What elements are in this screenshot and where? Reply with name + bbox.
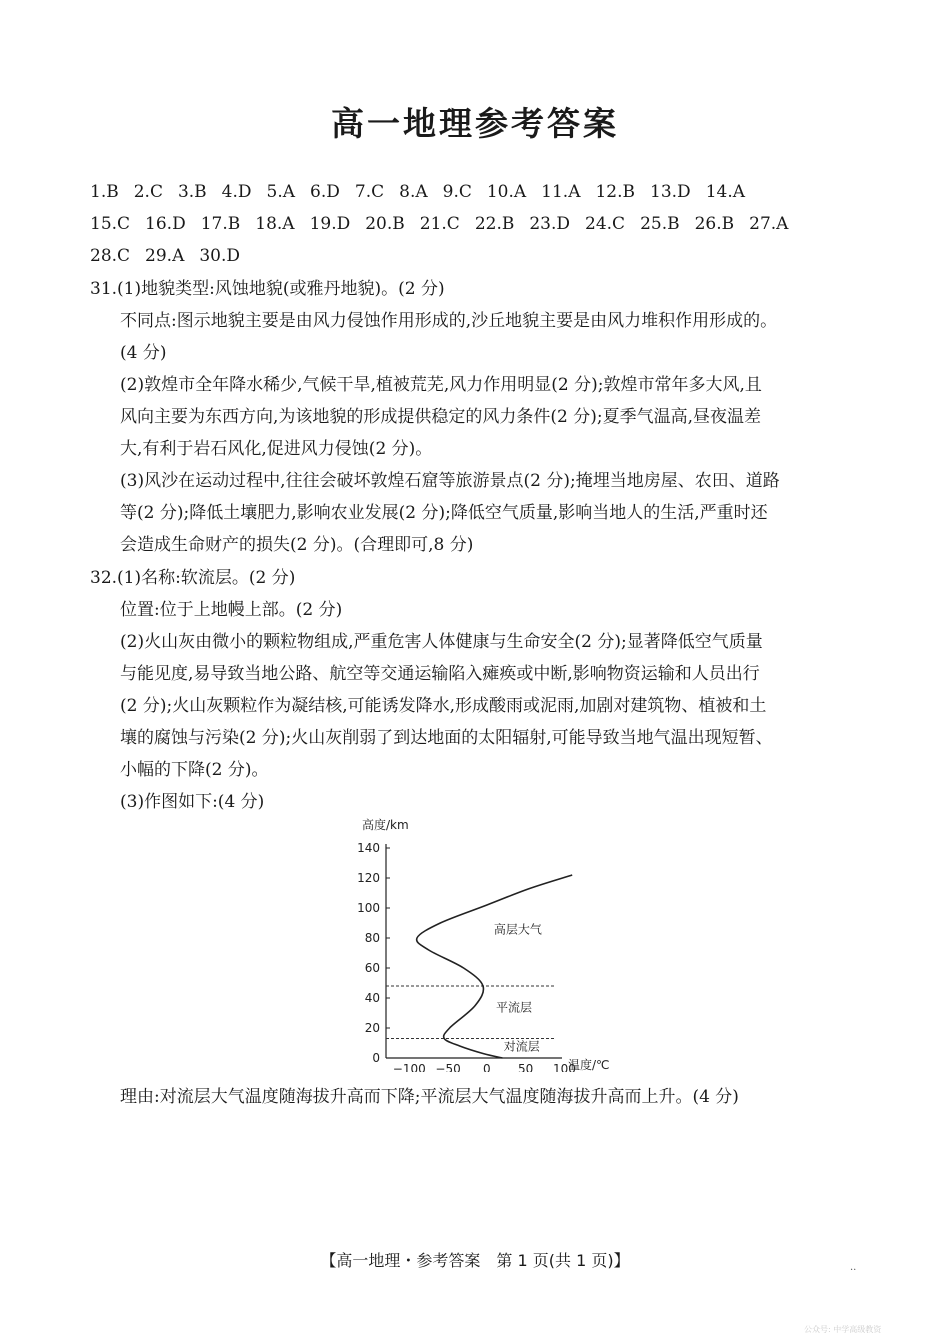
page-title: 高一地理参考答案 [331, 104, 619, 143]
chart-x-tick-label: −100 [392, 1062, 426, 1072]
temperature-curve [417, 875, 573, 1058]
mc-answer: 1.B [90, 182, 119, 202]
mc-answer: 2.C [133, 182, 163, 202]
mc-answers-row-3 [90, 245, 255, 267]
page-footer: 【高一地理・参考答案 第 1 页(共 1 页)】 [320, 1251, 630, 1270]
q32-part2-line5: 小幅的下降(2 分)。 [120, 760, 269, 780]
q31-part2-line3: 大,有利于岩石风化,促进风力侵蚀(2 分)。 [120, 439, 433, 459]
mc-answer: 14.A [705, 182, 745, 202]
chart-y-tick-label: 120 [357, 871, 380, 885]
q32-position: 位置:位于上地幔上部。(2 分) [120, 600, 343, 620]
chart-y-tick-label: 140 [357, 841, 380, 855]
footer-mark: .. [850, 1262, 857, 1273]
q32-part2-line3: (2 分);火山灰颗粒作为凝结核,可能诱发降水,形成酸雨或泥雨,加剧对建筑物、植被和土 [120, 696, 767, 716]
chart-y-tick-label: 20 [364, 1021, 380, 1035]
mc-answer: 20.B [365, 214, 405, 234]
chart-y-tick-label: 0 [372, 1051, 380, 1065]
mc-answers-row-1 [90, 181, 760, 203]
chart-x-tick-label: −50 [435, 1062, 461, 1072]
mc-answer: 11.A [541, 182, 581, 202]
mc-answer: 28.C [90, 246, 131, 266]
q32-part3-intro: (3)作图如下:(4 分) [120, 792, 265, 812]
mc-answer: 27.A [749, 214, 789, 234]
chart-y-tick-label: 80 [364, 931, 380, 945]
q31-part2-line1: (2)敦煌市全年降水稀少,气候干旱,植被荒芜,风力作用明显(2 分);敦煌市常年多大风,且 [120, 375, 762, 395]
q32-part2-line1: (2)火山灰由微小的颗粒物组成,严重危害人体健康与生命安全(2 分);显著降低空气质量 [120, 632, 763, 652]
chart-y-tick-label: 40 [364, 991, 380, 1005]
mc-answer: 5.A [266, 182, 296, 202]
mc-answer: 29.A [145, 246, 185, 266]
chart-y-tick-label: 60 [364, 961, 380, 975]
q31-part3-line1: (3)风沙在运动过程中,往往会破坏敦煌石窟等旅游景点(2 分);掩埋当地房屋、农田、道路 [120, 471, 780, 491]
mc-answer: 7.C [354, 182, 385, 202]
mc-answer: 9.C [442, 182, 472, 202]
mc-answer: 12.B [595, 182, 636, 202]
mc-answer: 19.D [309, 214, 351, 234]
q31-part3-line2: 等(2 分);降低土壤肥力,影响农业发展(2 分);降低空气质量,影响当地人的生活,严重时还 [120, 503, 768, 523]
chart-x-tick-label: 50 [518, 1062, 534, 1072]
mc-answer: 13.D [650, 182, 691, 202]
q31-part2-line2: 风向主要为东西方向,为该地貌的形成提供稳定的风力条件(2 分);夏季气温高,昼夜温差 [120, 407, 762, 427]
mc-answer: 30.D [199, 246, 241, 266]
chart-x-axis-label: 温度/℃ [568, 1058, 610, 1072]
mc-answer: 8.A [399, 182, 428, 202]
q32-part2-line2: 与能见度,易导致当地公路、航空等交通运输陷入瘫痪或中断,影响物资运输和人员出行 [120, 664, 760, 684]
mc-answer: 3.B [177, 182, 207, 202]
mc-answer: 4.D [221, 182, 252, 202]
mc-answer: 17.B [200, 214, 241, 234]
q31-difference-line1: 不同点:图示地貌主要是由风力侵蚀作用形成的,沙丘地貌主要是由风力堆积作用形成的。 [120, 311, 778, 331]
mc-answer: 10.A [486, 182, 527, 202]
layer-label: 高层大气 [493, 922, 542, 937]
chart-y-axis-label: 高度/km [362, 818, 409, 832]
atmosphere-temperature-chart [354, 812, 644, 1072]
q31-difference-line2: (4 分) [120, 343, 167, 363]
mc-answer: 25.B [640, 214, 680, 234]
mc-answer: 15.C [90, 214, 131, 234]
q31-part1: 31.(1)地貌类型:风蚀地貌(或雅丹地貌)。(2 分) [90, 279, 445, 299]
mc-answer: 18.A [255, 214, 295, 234]
mc-answer: 6.D [310, 182, 340, 202]
watermark: 公众号: 中学高级教资 [804, 1325, 882, 1334]
mc-answer: 16.D [145, 214, 186, 234]
q32-reason: 理由:对流层大气温度随海拔升高而下降;平流层大气温度随海拔升高而上升。(4 分) [120, 1087, 739, 1107]
layer-label: 平流层 [496, 1000, 533, 1015]
chart-x-tick-label: 0 [483, 1062, 491, 1072]
mc-answer: 26.B [694, 214, 735, 234]
q32-part1: 32.(1)名称:软流层。(2 分) [90, 568, 296, 588]
mc-answer: 24.C [585, 214, 626, 234]
mc-answer: 22.B [474, 214, 515, 234]
mc-answers-row-2 [90, 213, 803, 235]
mc-answer: 23.D [529, 214, 571, 234]
q31-part3-line3: 会造成生命财产的损失(2 分)。(合理即可,8 分) [120, 535, 474, 555]
q32-part2-line4: 壤的腐蚀与污染(2 分);火山灰削弱了到达地面的太阳辐射,可能导致当地气温出现短暂、 [120, 728, 773, 748]
layer-label: 对流层 [503, 1039, 540, 1054]
chart-x-tick-label: 100 [553, 1062, 576, 1072]
mc-answer: 21.C [419, 214, 460, 234]
chart-y-tick-label: 100 [357, 901, 380, 915]
